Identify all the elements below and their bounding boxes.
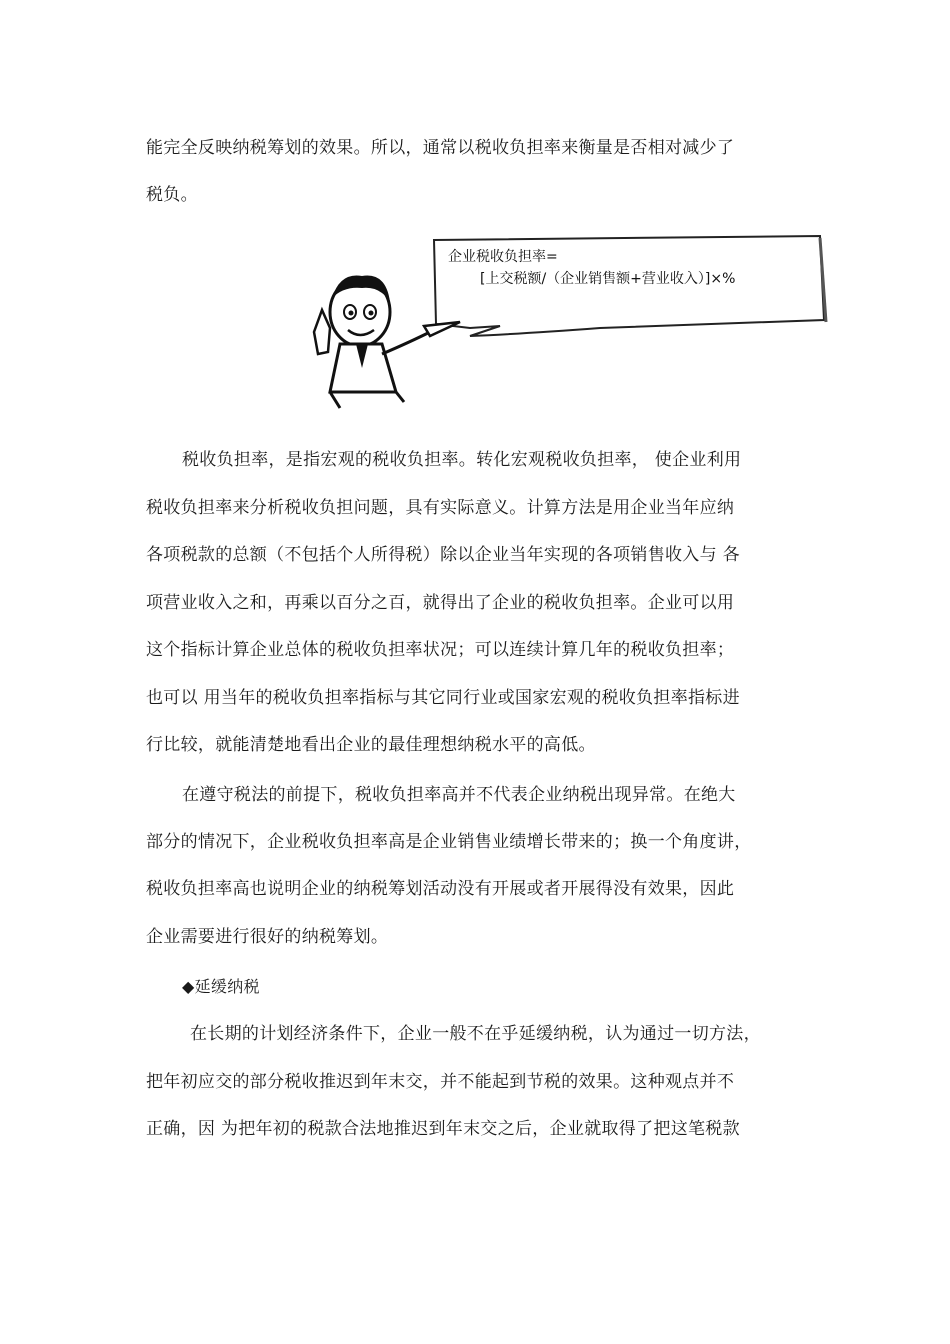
paragraph1-line-6: 也可以 用当年的税收负担率指标与其它同行业或国家宏观的税收负担率指标进 — [146, 688, 740, 708]
section-heading: ◆延缓纳税 — [182, 977, 260, 996]
cartoon-illustration — [300, 232, 830, 412]
paragraph2-line-3: 税收负担率高也说明企业的纳税筹划活动没有开展或者开展得没有效果，因此 — [146, 879, 735, 899]
cartoon-figure-icon — [300, 232, 830, 412]
paragraph1-line-1: 税收负担率，是指宏观的税收负担率。转化宏观税收负担率， 使企业利用 — [182, 450, 742, 470]
paragraph1-line-3: 各项税款的总额（不包括个人所得税）除以企业当年实现的各项销售收入与 各 — [146, 545, 740, 565]
paragraph1-line-7: 行比较，就能清楚地看出企业的最佳理想纳税水平的高低。 — [146, 735, 596, 755]
paragraph2-line-4: 企业需要进行很好的纳税筹划。 — [146, 927, 389, 947]
formula-line-1: 企业税收负担率= — [448, 249, 558, 265]
intro-line-2: 税负。 — [146, 185, 198, 205]
intro-line-1: 能完全反映纳税筹划的效果。所以，通常以税收负担率来衡量是否相对减少了 — [146, 138, 735, 158]
paragraph3-line-3: 正确，因 为把年初的税款合法地推迟到年末交之后，企业就取得了把这笔税款 — [146, 1119, 740, 1139]
paragraph1-line-4: 项营业收入之和，再乘以百分之百，就得出了企业的税收负担率。企业可以用 — [146, 593, 735, 613]
formula-line-2: [上交税额/（企业销售额+营业收入）]×% — [480, 271, 736, 287]
paragraph3-line-2: 把年初应交的部分税收推迟到年末交，并不能起到节税的效果。这种观点并不 — [146, 1072, 735, 1092]
paragraph2-line-1: 在遵守税法的前提下，税收负担率高并不代表企业纳税出现异常。在绝大 — [182, 785, 736, 805]
paragraph1-line-5: 这个指标计算企业总体的税收负担率状况；可以连续计算几年的税收负担率； — [146, 640, 735, 660]
paragraph1-line-2: 税收负担率来分析税收负担问题，具有实际意义。计算方法是用企业当年应纳 — [146, 498, 735, 518]
paragraph2-line-2: 部分的情况下，企业税收负担率高是企业销售业绩增长带来的；换一个角度讲， — [146, 832, 752, 852]
paragraph3-line-1: 在长期的计划经济条件下，企业一般不在乎延缓纳税，认为通过一切方法， — [190, 1024, 761, 1044]
